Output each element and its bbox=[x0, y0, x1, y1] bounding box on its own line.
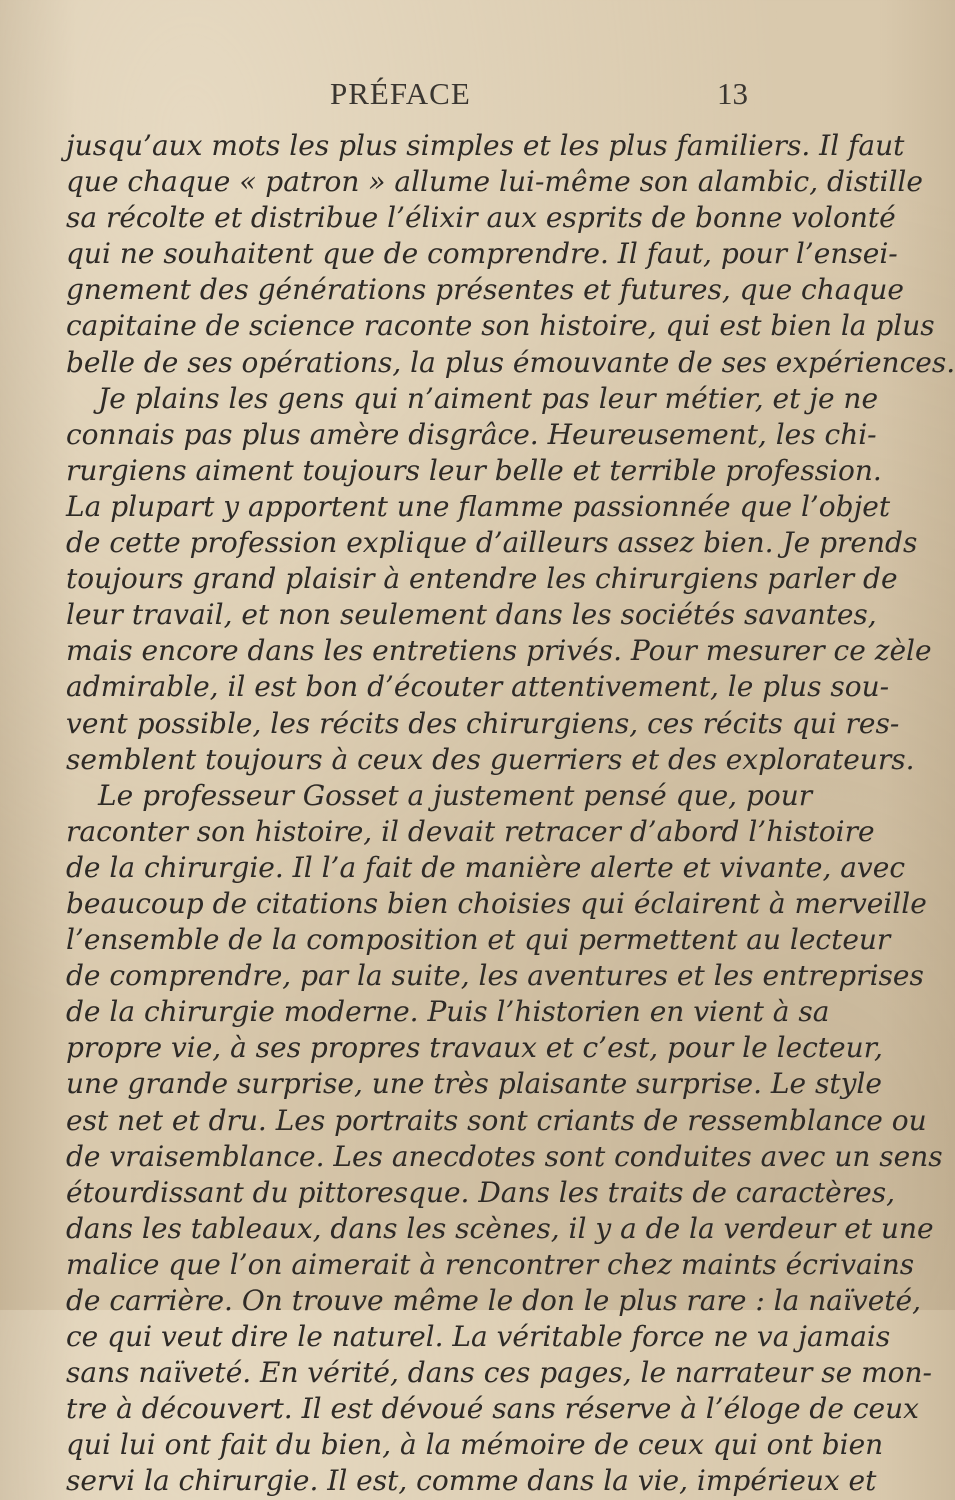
text-line: que chaque « patron » allume lui-même son alambic, distille bbox=[66, 165, 923, 199]
body-text bbox=[66, 128, 955, 1500]
text-line: est net et dru. Les portraits sont criants de ressemblance ou bbox=[66, 1103, 927, 1137]
text-line: toujours grand plaisir à entendre les chirurgiens parler de bbox=[66, 562, 898, 596]
text-line: de carrière. On trouve même le don le plus rare : la naïveté, bbox=[66, 1284, 922, 1317]
text-line: capitaine de science raconte son histoire, qui est bien la plus bbox=[66, 309, 935, 343]
text-line: leur travail, et non seulement dans les sociétés savantes, bbox=[66, 598, 877, 632]
text-line: qui ne souhaitent que de comprendre. Il faut, pour l’ensei- bbox=[66, 237, 898, 271]
text-line: admirable, il est bon d’écouter attentivement, le plus sou- bbox=[66, 670, 890, 704]
text-line: vent possible, les récits des chirurgiens, ces récits qui res- bbox=[66, 706, 900, 740]
paragraph-start-line: Je plains les gens qui n’aiment pas leur métier, et je ne bbox=[98, 381, 879, 415]
page-header bbox=[0, 76, 800, 116]
text-line: mais encore dans les entretiens privés. Pour mesurer ce zèle bbox=[66, 634, 932, 668]
text-line: connais pas plus amère disgrâce. Heureusement, les chi- bbox=[66, 417, 877, 451]
text-line: ce qui veut dire le naturel. La véritable force ne va jamais bbox=[66, 1320, 891, 1354]
text-line: dans les tableaux, dans les scènes, il y a de la verdeur et une bbox=[66, 1211, 934, 1245]
text-line: belle de ses opérations, la plus émouvante de ses expériences. bbox=[66, 345, 955, 379]
page-number: 13 bbox=[717, 76, 748, 111]
text-line: semblent toujours à ceux des guerriers et des explorateurs. bbox=[66, 742, 915, 776]
text-line: de la chirurgie moderne. Puis l’historien en vient à sa bbox=[66, 995, 830, 1029]
text-line: de vraisemblance. Les anecdotes sont conduites avec un sens bbox=[66, 1139, 943, 1173]
text-line: sa récolte et distribue l’élixir aux esprits de bonne volonté bbox=[66, 201, 896, 235]
text-line: l’ensemble de la composition et qui permettent au lecteur bbox=[66, 923, 891, 957]
text-line: jusqu’aux mots les plus simples et les plus familiers. Il faut bbox=[66, 129, 905, 162]
text-line: rurgiens aiment toujours leur belle et terrible profession. bbox=[66, 453, 882, 487]
text-line: La plupart y apportent une flamme passionnée que l’objet bbox=[66, 489, 891, 523]
paragraph-start-line: Le professeur Gosset a justement pensé que, pour bbox=[98, 778, 813, 812]
text-line: de cette profession explique d’ailleurs assez bien. Je prends bbox=[66, 526, 918, 560]
text-line: tre à découvert. Il est dévoué sans réserve à l’éloge de ceux bbox=[66, 1392, 919, 1426]
text-line: une grande surprise, une très plaisante surprise. Le style bbox=[66, 1067, 882, 1101]
text-line: raconter son histoire, il devait retracer d’abord l’histoire bbox=[66, 814, 875, 848]
text-line: de comprendre, par la suite, les aventures et les entreprises bbox=[66, 959, 924, 993]
text-line: propre vie, à ses propres travaux et c’est, pour le lecteur, bbox=[66, 1031, 883, 1065]
text-line: sans naïveté. En vérité, dans ces pages, le narrateur se mon- bbox=[66, 1356, 933, 1390]
text-line: de la chirurgie. Il l’a fait de manière alerte et vivante, avec bbox=[66, 850, 906, 884]
text-line: malice que l’on aimerait à rencontrer chez maints écrivains bbox=[66, 1247, 915, 1281]
text-line: beaucoup de citations bien choisies qui éclairent à merveille bbox=[66, 886, 927, 920]
text-line: étourdissant du pittoresque. Dans les traits de caractères, bbox=[66, 1175, 895, 1209]
text-line: gnement des générations présentes et futures, que chaque bbox=[66, 273, 904, 307]
text-line: servi la chirurgie. Il est, comme dans la vie, impérieux et bbox=[66, 1464, 877, 1498]
running-title: PRÉFACE bbox=[330, 76, 471, 111]
text-line: qui lui ont fait du bien, à la mémoire de ceux qui ont bien bbox=[66, 1428, 884, 1462]
